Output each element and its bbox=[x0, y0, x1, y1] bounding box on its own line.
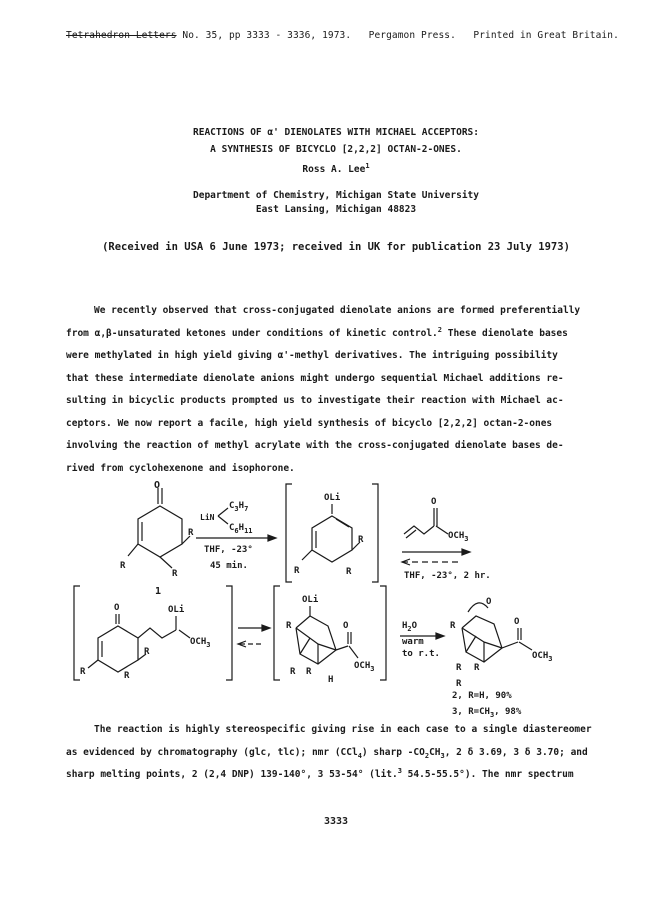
author bbox=[0, 161, 672, 175]
para1-line: We recently observed that cross-conjugated dienolate anions are formed preferentially bbox=[94, 305, 581, 316]
r-label: R bbox=[294, 566, 300, 576]
methyl-acrylate bbox=[402, 497, 491, 581]
r-label: R bbox=[456, 663, 462, 673]
equilibrium-arrows bbox=[238, 625, 270, 647]
svg-text:H2O: $H_2O$ bbox=[402, 621, 418, 633]
condition-warm: warm bbox=[402, 637, 424, 647]
journal-name: Tetrahedron Letters bbox=[66, 30, 177, 41]
oxygen-label: O bbox=[431, 497, 437, 507]
r-label: R bbox=[306, 667, 312, 677]
footnote-ref: 2 bbox=[437, 325, 442, 334]
paragraph-1 bbox=[66, 300, 612, 480]
r-label: R bbox=[172, 569, 178, 579]
condition-thf: THF, -23° bbox=[204, 545, 253, 555]
bicyclic-enolate bbox=[274, 586, 386, 685]
affiliation-line-1: Department of Chemistry, Michigan State University bbox=[193, 190, 479, 201]
oxygen-label: O bbox=[514, 617, 520, 627]
r-label: R bbox=[124, 671, 130, 681]
bicyclooctanone-product bbox=[450, 597, 552, 689]
condition-thf-2h: THF, -23°, 2 hr. bbox=[404, 571, 491, 581]
h-label: H bbox=[328, 675, 334, 685]
svg-text:3, R=CH3, 98%: 3, $R=CH_3$, 98% bbox=[452, 707, 522, 718]
printed-in: Printed in Great Britain. bbox=[473, 30, 619, 41]
r-label: R bbox=[346, 567, 352, 577]
para1-line: were methylated in high yield giving α'-methyl derivatives. The intriguing possibility bbox=[66, 350, 558, 361]
enone-structure bbox=[120, 480, 194, 597]
compound-number-1: 1 bbox=[155, 586, 162, 597]
svg-text:C3H7: $C_3H_7$ bbox=[229, 501, 249, 513]
title-line-2: A SYNTHESIS OF BICYCLO [2,2,2] OCTAN-2-ONES. bbox=[210, 144, 462, 155]
oxygen-label: O bbox=[343, 621, 349, 631]
para2-line: as evidenced by chromatography (glc, tlc); nmr (CCl$_4$) sharp $-CO_2CH_3$, 2 δ 3.69, 3 δ 3.70; and bbox=[66, 746, 588, 760]
r-label: R bbox=[80, 667, 86, 677]
para2-line: The reaction is highly stereospecific giving rise in each case to a single diastereomer bbox=[94, 724, 592, 735]
r-label: R bbox=[474, 663, 480, 673]
r-label: R bbox=[144, 647, 150, 657]
r-label: R bbox=[188, 528, 194, 538]
svg-text:OCH3: $OCH_3$ bbox=[354, 661, 375, 673]
oli-label: OLi bbox=[302, 595, 319, 605]
svg-text:C6H11: $C_6H_{11}$ bbox=[229, 523, 253, 535]
page-number: 3333 bbox=[323, 816, 349, 827]
para2-line: sharp melting points, 2 (2,4 DNP) 139-140°, 3 53-54° (lit.$^3$ 54.5-55.5°). The nmr spectrum bbox=[66, 766, 574, 780]
svg-text:OCH3: $OCH_3$ bbox=[190, 637, 211, 649]
paragraph-2 bbox=[66, 719, 612, 787]
r-label: R bbox=[120, 561, 126, 571]
para1-line: sulting in bicyclic products prompted us to investigate their reaction with Michael ac- bbox=[66, 395, 564, 406]
dienolate-intermediate bbox=[286, 484, 378, 582]
oxygen-label: O bbox=[114, 603, 120, 613]
author-footnote: 1 bbox=[365, 161, 370, 170]
para1-line: ceptors. We now report a facile, high yield synthesis of bicyclo [2,2,2] octan-2-ones bbox=[66, 417, 553, 429]
r-label: R bbox=[290, 667, 296, 677]
publisher: Pergamon Press. bbox=[368, 30, 456, 41]
title-line-1: REACTIONS OF α' DIENOLATES WITH MICHAEL ACCEPTORS: bbox=[193, 127, 479, 138]
svg-text:OCH3: $OCH_3$ bbox=[448, 531, 469, 543]
journal-header bbox=[66, 30, 619, 41]
michael-adduct bbox=[74, 586, 232, 681]
yield-labels bbox=[452, 691, 522, 718]
r-label: R bbox=[358, 535, 364, 545]
base-lin: LiN bbox=[200, 513, 215, 522]
para1-line: from α,β-unsaturated ketones under conditions of kinetic control.$^2$ These dienolate bases bbox=[66, 325, 568, 339]
para1-line: rived from cyclohexenone and isophorone. bbox=[66, 462, 295, 474]
r-label: R bbox=[450, 621, 456, 631]
oli-label: OLi bbox=[324, 493, 341, 503]
author-name: Ross A. Lee bbox=[302, 164, 366, 175]
svg-text:2, R=H, 90%: 2, R=H, 90% bbox=[452, 691, 512, 701]
received-dates: (Received in USA 6 June 1973; received in UK for publication 23 July 1973) bbox=[102, 241, 570, 253]
para1-line: involving the reaction of methyl acrylate with the cross-conjugated dienolate bases de- bbox=[66, 440, 564, 451]
workup-arrow bbox=[400, 621, 444, 659]
citation: No. 35, pp 3333 - 3336, 1973. bbox=[182, 30, 352, 41]
reaction-scheme bbox=[0, 478, 672, 718]
condition-rt: to r.t. bbox=[402, 649, 440, 659]
r-label: R bbox=[456, 679, 462, 689]
svg-text:OCH3: $OCH_3$ bbox=[532, 651, 553, 663]
reaction-arrow-1 bbox=[196, 501, 276, 571]
oxygen-label: O bbox=[154, 480, 161, 491]
para1-line: that these intermediate dienolate anions might undergo sequential Michael additions re- bbox=[66, 372, 564, 384]
oli-label: OLi bbox=[168, 605, 185, 615]
condition-time: 45 min. bbox=[210, 561, 248, 571]
oxygen-label: O bbox=[486, 597, 492, 607]
affiliation-line-2: East Lansing, Michigan 48823 bbox=[255, 204, 417, 215]
r-label: R bbox=[286, 621, 292, 631]
